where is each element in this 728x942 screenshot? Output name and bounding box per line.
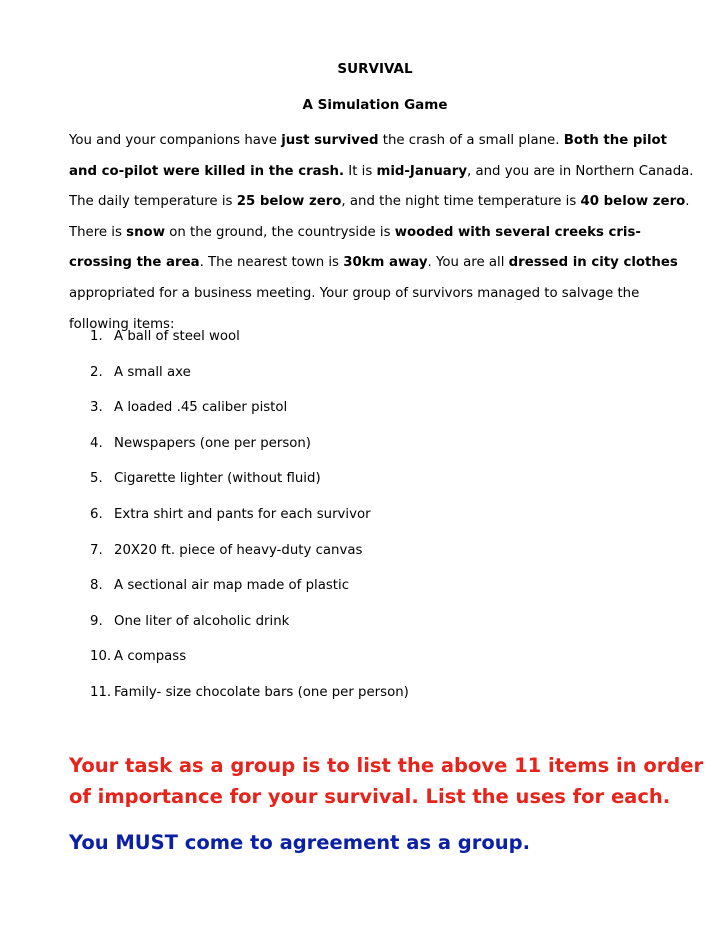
item-text: A ball of steel wool [114,329,240,344]
item-number: 6. [90,506,103,522]
intro-emphasis: just survived [281,133,379,148]
item-text: 20X20 ft. piece of heavy-duty canvas [114,542,363,558]
item-text: A loaded .45 caliber pistol [114,400,288,416]
intro-text: the crash of a small plane. [378,133,564,148]
intro-emphasis: snow [126,224,165,240]
intro-emphasis: Both the pilot and co-pilot were killed in the crash. [69,133,668,179]
item-number: 5. [90,471,103,487]
item-number: 1. [90,329,103,344]
intro-text: It is [344,163,377,179]
intro-text: . The nearest town is [199,255,344,271]
agreement-instruction: You MUST come to agreement as a group. [69,831,531,854]
item-text: A compass [114,649,187,665]
item-number: 7. [90,542,103,558]
item-text: A small axe [114,364,191,380]
item-number: 8. [90,578,103,594]
item-number: 9. [90,613,103,629]
list-item [90,536,409,572]
list-item [90,642,409,678]
item-number: 2. [90,364,103,380]
intro-text: , and the night time temperature is [341,194,581,210]
intro-text: , and you are in Northern Canada. The daily temperature is [69,163,694,210]
item-text: Family- size chocolate bars (one per person) [114,684,409,700]
intro-text: You and your companions have [69,133,282,148]
list-item [90,500,409,536]
list-item [90,464,409,500]
intro-emphasis: 25 below zero [236,194,342,210]
scenario-paragraph [69,126,694,340]
item-text: A sectional air map made of plastic [114,578,350,594]
item-text: Cigarette lighter (without fluid) [114,471,321,487]
intro-emphasis: wooded with several creeks cris-crossing the area [69,224,641,271]
intro-text: . You are all [427,255,509,271]
item-text: Extra shirt and pants for each survivor [114,506,371,522]
item-number: 4. [90,435,103,451]
task-instruction: Your task as a group is to list the above 11 items in order of importance for your survival. List the uses for each. [69,754,704,808]
list-item [90,393,409,429]
item-number: 11. [90,684,112,700]
intro-emphasis: mid-January [376,163,467,179]
list-item [90,358,409,394]
item-number: 3. [90,400,103,416]
intro-emphasis: 30km away [343,255,428,271]
list-item [90,678,409,714]
intro-text: appropriated for a business meeting. Your group of survivors managed to salvage the following items: [69,285,640,332]
document-subtitle: A Simulation Game [302,97,448,113]
intro-emphasis: 40 below zero [580,194,686,210]
intro-text: . There is [69,194,690,240]
list-item [90,607,409,643]
intro-emphasis: dressed in city clothes [508,255,678,271]
list-item [90,571,409,607]
item-number: 10. [90,649,112,665]
item-text: Newspapers (one per person) [114,435,311,451]
list-item [90,322,409,358]
item-text: One liter of alcoholic drink [114,613,290,629]
document-title: SURVIVAL [337,61,413,77]
intro-text: on the ground, the countryside is [164,224,395,240]
list-item [90,429,409,465]
salvaged-items-list [90,322,409,714]
